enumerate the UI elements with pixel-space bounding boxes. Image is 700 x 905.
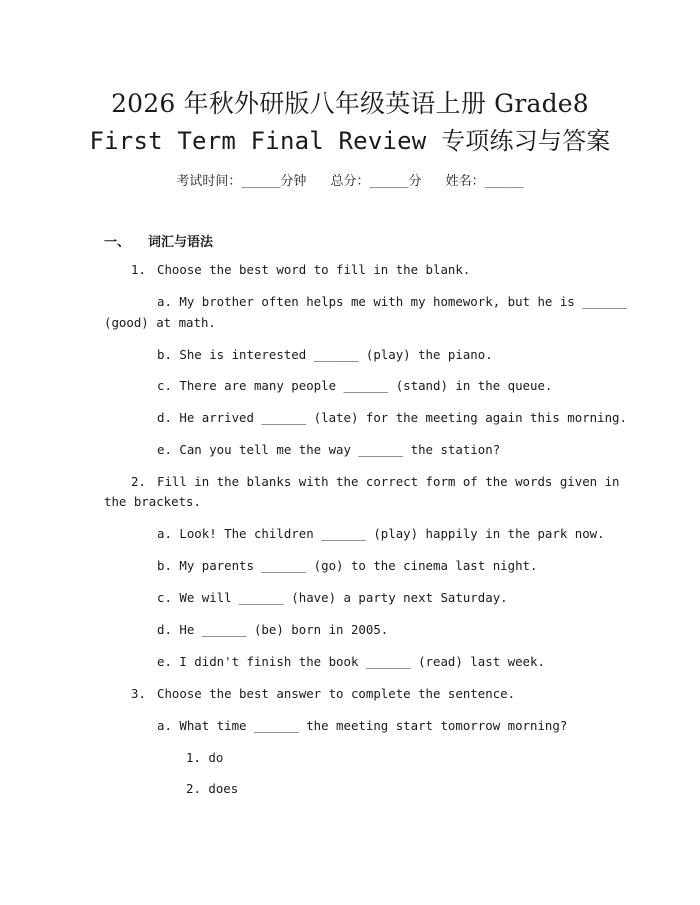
question-2-item-b: b. My parents ______ (go) to the cinema last night. bbox=[157, 558, 538, 573]
document-title-line-2: First Term Final Review 专项练习与答案 bbox=[89, 127, 611, 155]
section-title: 词汇与语法 bbox=[148, 235, 214, 250]
question-1-item-a-cont: (good) at math. bbox=[104, 315, 216, 330]
option-text: does bbox=[208, 781, 239, 796]
exam-meta-row bbox=[0, 170, 700, 189]
question-2-item-c: c. We will ______ (have) a party next Saturday. bbox=[157, 590, 508, 605]
exam-time-label: 考试时间：______分钟 bbox=[176, 174, 307, 189]
question-1-item-b: b. She is interested ______ (play) the piano. bbox=[157, 347, 493, 362]
question-text: Choose the best word to fill in the blank. bbox=[157, 262, 471, 277]
student-name-label: 姓名：______ bbox=[445, 174, 524, 189]
section-heading bbox=[104, 231, 213, 250]
question-3 bbox=[131, 686, 515, 701]
question-2-item-e: e. I didn't finish the book ______ (read) last week. bbox=[157, 654, 545, 669]
question-3-item-a: a. What time ______ the meeting start tomorrow morning? bbox=[157, 718, 568, 733]
question-1-item-c: c. There are many people ______ (stand) in the queue. bbox=[157, 378, 553, 393]
answer-option-1 bbox=[186, 750, 223, 765]
option-number: 2. bbox=[186, 781, 201, 796]
question-text: Fill in the blanks with the correct form of the words given in bbox=[157, 474, 620, 489]
question-2-text-cont: the brackets. bbox=[104, 494, 201, 509]
question-2-item-d: d. He ______ (be) born in 2005. bbox=[157, 622, 389, 637]
question-text: Choose the best answer to complete the sentence. bbox=[157, 686, 516, 701]
question-2-item-a: a. Look! The children ______ (play) happily in the park now. bbox=[157, 526, 605, 541]
answer-option-2 bbox=[186, 781, 238, 796]
section-number: 一、 bbox=[104, 235, 131, 250]
option-text: do bbox=[208, 750, 224, 765]
question-1-item-e: e. Can you tell me the way ______ the station? bbox=[157, 442, 501, 457]
option-number: 1. bbox=[186, 750, 201, 765]
question-1-item-d: d. He arrived ______ (late) for the meeting again this morning. bbox=[157, 410, 627, 425]
question-number: 3. bbox=[131, 686, 146, 701]
total-score-label: 总分：______分 bbox=[330, 174, 422, 189]
question-number: 1. bbox=[131, 262, 146, 277]
document-title-line-1: 2026 年秋外研版八年级英语上册 Grade8 bbox=[111, 89, 589, 118]
question-number: 2. bbox=[131, 474, 146, 489]
question-2 bbox=[131, 474, 620, 489]
question-1 bbox=[131, 262, 470, 277]
question-1-item-a: a. My brother often helps me with my homework, but he is ______ bbox=[157, 294, 627, 309]
